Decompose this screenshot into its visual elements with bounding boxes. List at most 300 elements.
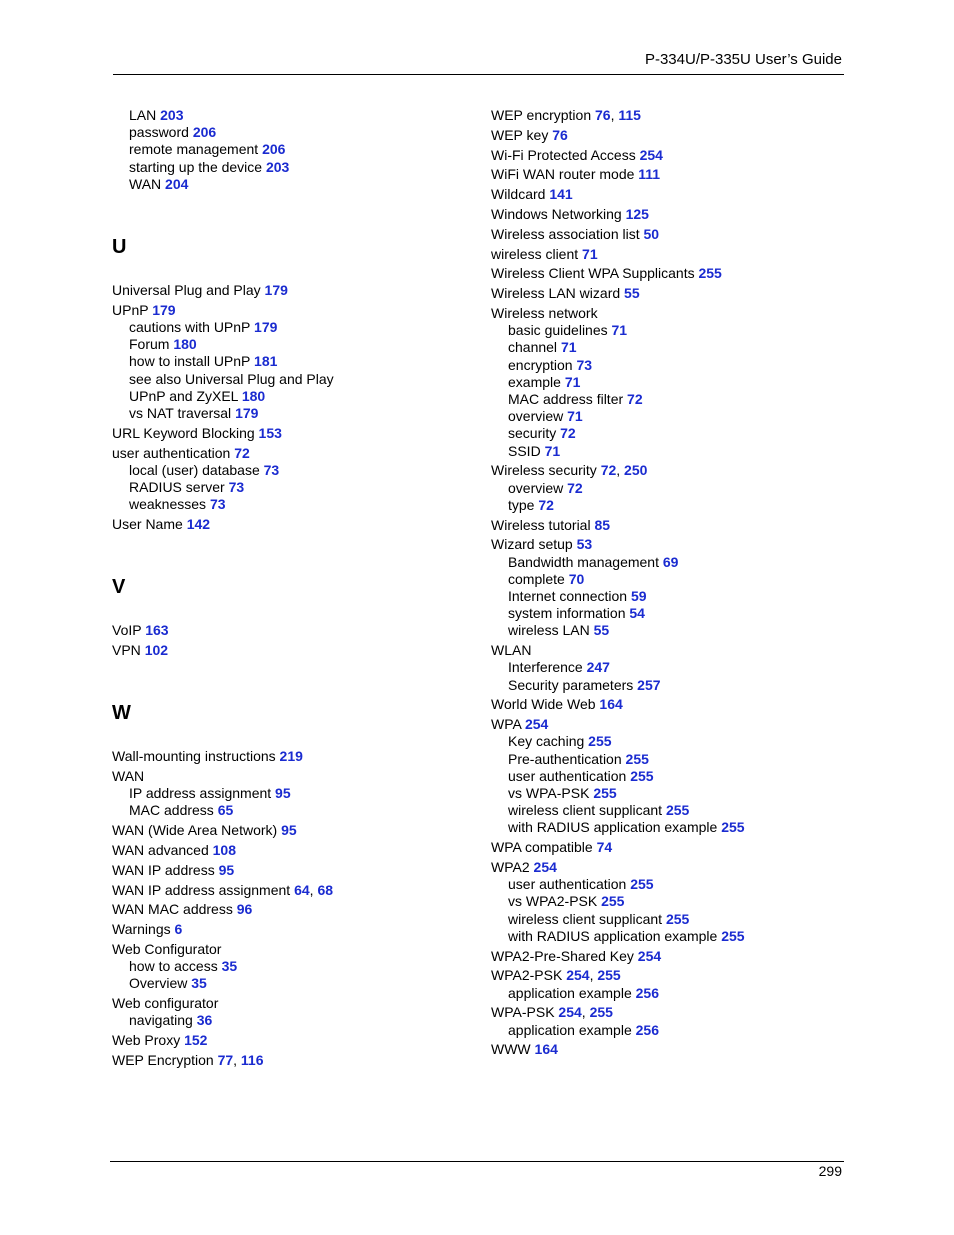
index-subentry xyxy=(491,751,851,768)
index-subentry xyxy=(491,985,851,1002)
page-link[interactable]: 152 xyxy=(184,1032,208,1049)
index-entry xyxy=(112,822,472,839)
index-subentry xyxy=(112,462,472,479)
page-link[interactable]: 71 xyxy=(560,339,577,356)
index-subentry xyxy=(491,785,851,802)
page-link[interactable]: 181 xyxy=(254,353,278,370)
page-link[interactable]: 53 xyxy=(576,536,593,553)
index-term: WPA-PSK xyxy=(491,1004,555,1021)
index-term: vs WPA-PSK xyxy=(508,785,590,802)
page-link[interactable]: 255 xyxy=(625,750,649,767)
index-term: Universal Plug and Play xyxy=(112,282,261,299)
index-subentry xyxy=(491,1022,851,1039)
index-entry xyxy=(112,901,472,918)
index-subentry xyxy=(112,496,472,513)
index-subentry xyxy=(491,357,851,374)
index-entry xyxy=(112,941,472,958)
index-term: with RADIUS application example xyxy=(508,819,718,836)
index-term: MAC address filter xyxy=(508,390,624,407)
page-link[interactable]: 255 xyxy=(597,967,621,984)
page-link[interactable]: 6 xyxy=(174,921,183,938)
page-link[interactable]: 108 xyxy=(212,842,236,859)
index-group xyxy=(112,425,472,442)
index-term: WPA xyxy=(491,716,522,733)
index-term: with RADIUS application example xyxy=(508,927,718,944)
index-group xyxy=(112,107,472,193)
index-term: Warnings xyxy=(112,921,171,938)
index-entry xyxy=(491,1041,851,1058)
page-link[interactable]: 142 xyxy=(186,516,211,533)
index-term: example xyxy=(508,373,561,390)
index-term: UPnP and ZyXEL xyxy=(129,387,238,404)
index-entry xyxy=(491,517,851,534)
index-group xyxy=(491,839,851,856)
index-term: Interference xyxy=(508,659,583,676)
index-term: Wi-Fi Protected Access xyxy=(491,146,636,163)
index-term: vs NAT traversal xyxy=(129,405,232,422)
index-entry xyxy=(491,285,851,302)
index-column-left xyxy=(112,107,472,1072)
page-link[interactable]: 68 xyxy=(317,881,334,898)
index-term: wireless client supplicant xyxy=(508,802,663,819)
header-rule xyxy=(113,74,844,75)
page-link[interactable]: 73 xyxy=(263,461,280,478)
index-group xyxy=(491,859,851,945)
index-subentry xyxy=(491,819,851,836)
index-term: Wireless LAN wizard xyxy=(491,285,621,302)
page-link[interactable]: 206 xyxy=(262,141,286,158)
index-term: Bandwidth management xyxy=(508,553,659,570)
index-group xyxy=(491,226,851,243)
index-term: WPA2 xyxy=(491,859,530,876)
index-term: LAN xyxy=(129,107,157,123)
index-subentry xyxy=(491,622,851,639)
index-subentry xyxy=(491,443,851,460)
index-term: User Name xyxy=(112,516,183,533)
index-subentry xyxy=(112,124,472,141)
index-subentry xyxy=(491,768,851,785)
header-title: P-334U/P-335U User’s Guide xyxy=(644,51,842,68)
index-subentry xyxy=(491,588,851,605)
page-link[interactable]: 254 xyxy=(524,716,549,733)
page-link[interactable]: 180 xyxy=(241,387,266,404)
index-group xyxy=(491,696,851,713)
index-term: UPnP xyxy=(112,301,149,318)
page-link[interactable]: 164 xyxy=(534,1041,558,1058)
page-link[interactable]: 71 xyxy=(544,442,561,459)
page-link[interactable]: 255 xyxy=(589,1004,613,1021)
page-link[interactable]: 50 xyxy=(643,225,660,242)
index-subentry xyxy=(491,605,851,622)
page-link[interactable]: 255 xyxy=(721,819,745,836)
index-subentry xyxy=(491,339,851,356)
page-link[interactable]: 255 xyxy=(721,927,745,944)
page-link[interactable]: 125 xyxy=(625,205,649,222)
index-group xyxy=(112,822,472,839)
index-group xyxy=(112,1032,472,1049)
page-link[interactable]: 256 xyxy=(635,984,659,1001)
page-link[interactable]: 179 xyxy=(152,301,176,318)
index-group xyxy=(491,305,851,460)
page-link[interactable]: 95 xyxy=(275,785,291,802)
page-link[interactable]: 247 xyxy=(586,659,610,676)
page-link[interactable]: 153 xyxy=(258,424,282,441)
index-group xyxy=(491,1041,851,1058)
page-link[interactable]: 204 xyxy=(165,175,189,192)
page-link[interactable]: 254 xyxy=(637,947,662,964)
index-entry xyxy=(112,302,472,319)
index-entry xyxy=(112,995,472,1012)
index-group xyxy=(112,768,472,820)
index-subentry xyxy=(491,893,851,910)
index-term: how to install UPnP xyxy=(129,353,251,370)
index-term: user authentication xyxy=(508,767,627,784)
page-link[interactable]: 255 xyxy=(630,767,654,784)
index-term: RADIUS server xyxy=(129,479,225,496)
page-link[interactable]: 72 xyxy=(567,479,583,496)
index-term: WAN xyxy=(112,768,145,785)
index-term: WAN xyxy=(129,175,162,192)
index-subentry xyxy=(112,975,472,992)
page-link[interactable]: 71 xyxy=(567,408,583,425)
index-term: WAN IP address assignment xyxy=(112,881,291,898)
page-link[interactable]: 111 xyxy=(638,166,661,183)
index-term: starting up the device xyxy=(129,158,263,175)
index-subentry xyxy=(491,876,851,893)
page-link[interactable]: 203 xyxy=(265,158,290,175)
index-term: overview xyxy=(508,408,564,425)
index-term: cautions with UPnP xyxy=(129,319,251,336)
page-link[interactable]: 71 xyxy=(582,245,598,262)
index-entry xyxy=(112,768,472,785)
index-subentry xyxy=(112,107,472,124)
index-subentry xyxy=(112,802,472,819)
page-link[interactable]: 73 xyxy=(576,356,593,373)
index-group xyxy=(112,921,472,938)
index-term: remote management xyxy=(129,141,259,158)
index-subentry xyxy=(112,388,472,405)
page-link[interactable]: 55 xyxy=(624,285,640,302)
page-link[interactable]: 255 xyxy=(588,733,612,750)
index-term: overview xyxy=(508,479,564,496)
index-group xyxy=(491,285,851,302)
page-link[interactable]: 72 xyxy=(600,462,617,479)
index-subentry xyxy=(491,677,851,694)
page-link[interactable]: 116 xyxy=(240,1052,264,1069)
page-link[interactable]: 96 xyxy=(236,901,253,918)
page-link[interactable]: 59 xyxy=(630,588,647,604)
index-group xyxy=(491,127,851,144)
index-entry xyxy=(491,642,851,659)
index-term: Wireless association list xyxy=(491,225,640,242)
page-link[interactable]: 76 xyxy=(552,126,568,143)
page-link[interactable]: 76 xyxy=(595,107,611,123)
index-term: channel xyxy=(508,339,558,356)
index-subentry xyxy=(491,374,851,391)
index-group xyxy=(112,302,472,422)
page-link[interactable]: 179 xyxy=(254,319,278,336)
index-entry xyxy=(491,206,851,223)
index-entry xyxy=(112,842,472,859)
index-subentry xyxy=(491,480,851,497)
page-link[interactable]: 64 xyxy=(294,881,310,898)
index-group xyxy=(491,265,851,282)
index-group xyxy=(491,166,851,183)
index-entry xyxy=(491,186,851,203)
page-link[interactable]: 85 xyxy=(594,516,611,533)
index-group xyxy=(112,842,472,859)
page-link[interactable]: 72 xyxy=(234,444,250,461)
page-link[interactable]: 164 xyxy=(599,696,623,713)
index-entry xyxy=(112,445,472,462)
index-entry xyxy=(491,265,851,282)
index-column-right xyxy=(491,107,851,1061)
index-term: Wireless tutorial xyxy=(491,516,591,533)
page-link[interactable]: 254 xyxy=(533,859,557,876)
index-term: VoIP xyxy=(112,622,142,639)
index-group xyxy=(112,1052,472,1069)
index-group xyxy=(491,462,851,514)
page-link[interactable]: 163 xyxy=(145,622,169,639)
index-term: IP address assignment xyxy=(129,785,272,802)
index-term: WAN advanced xyxy=(112,842,209,859)
page-link[interactable]: 256 xyxy=(635,1021,659,1038)
index-subentry xyxy=(491,659,851,676)
page-link[interactable]: 72 xyxy=(627,390,643,407)
index-entry xyxy=(112,642,472,659)
index-term: Wall-mounting instructions xyxy=(112,748,276,765)
index-group xyxy=(112,516,472,533)
page-link[interactable]: 102 xyxy=(144,642,169,659)
page-link[interactable]: 179 xyxy=(264,282,288,299)
index-group xyxy=(491,107,851,124)
index-term: WEP Encryption xyxy=(112,1052,214,1069)
index-subentry xyxy=(491,802,851,819)
index-term: wireless client supplicant xyxy=(508,910,663,927)
index-term: WEP encryption xyxy=(491,107,592,123)
index-entry xyxy=(491,696,851,713)
index-subentry xyxy=(112,176,472,193)
index-term: password xyxy=(129,124,189,141)
index-term: type xyxy=(508,496,535,513)
page-link[interactable]: 255 xyxy=(698,265,722,282)
index-term: wireless LAN xyxy=(508,622,590,639)
page-link[interactable]: 36 xyxy=(196,1012,213,1029)
index-subentry xyxy=(112,141,472,158)
index-subentry xyxy=(491,408,851,425)
page-link[interactable]: 255 xyxy=(630,876,654,893)
page-link[interactable]: 55 xyxy=(593,622,610,639)
index-entry xyxy=(112,516,472,533)
index-term: security xyxy=(508,425,557,442)
index-subentry xyxy=(112,785,472,802)
page-link[interactable]: 73 xyxy=(209,496,226,513)
index-entry xyxy=(491,127,851,144)
page-link[interactable]: 141 xyxy=(549,186,573,203)
index-entry xyxy=(112,1032,472,1049)
index-term: SSID xyxy=(508,442,541,459)
index-group xyxy=(491,967,851,1001)
index-term: wireless client xyxy=(491,245,579,262)
page-link[interactable]: 254 xyxy=(558,1004,582,1021)
index-term: WAN MAC address xyxy=(112,901,233,918)
index-group xyxy=(491,186,851,203)
page-link[interactable]: 70 xyxy=(568,570,585,587)
index-entry: WAN IP address assignment 64, 68 xyxy=(112,881,334,898)
index-entry xyxy=(491,859,851,876)
page-link[interactable]: 54 xyxy=(629,605,645,622)
index-term: navigating xyxy=(129,1012,193,1029)
index-term: Web Proxy xyxy=(112,1032,181,1049)
index-term: local (user) database xyxy=(129,461,260,478)
index-entry: WEP Encryption 77, 116 xyxy=(112,1052,264,1069)
index-group xyxy=(491,206,851,223)
page-link[interactable]: 255 xyxy=(601,893,625,910)
index-entry xyxy=(112,748,472,765)
page-link[interactable]: 115 xyxy=(618,107,641,123)
index-term: weaknesses xyxy=(129,496,207,513)
index-term: Web Configurator xyxy=(112,941,222,958)
index-term: complete xyxy=(508,570,565,587)
index-term: World Wide Web xyxy=(491,696,596,713)
index-entry xyxy=(112,622,472,639)
index-term: vs WPA2-PSK xyxy=(508,893,598,910)
index-term: MAC address xyxy=(129,802,214,819)
index-term: basic guidelines xyxy=(508,322,608,339)
index-entry xyxy=(491,246,851,263)
page-link[interactable]: 255 xyxy=(593,785,617,802)
index-term: WLAN xyxy=(491,642,532,659)
index-entry xyxy=(491,839,851,856)
index-term: encryption xyxy=(508,356,573,373)
index-group xyxy=(491,1004,851,1038)
index-subentry xyxy=(491,911,851,928)
footer-rule xyxy=(110,1161,844,1162)
index-term: Overview xyxy=(129,975,188,992)
index-entry xyxy=(112,282,472,299)
page-link[interactable]: 73 xyxy=(228,479,245,496)
page-link[interactable]: 180 xyxy=(173,336,197,353)
index-term: WEP key xyxy=(491,126,549,143)
index-subentry xyxy=(112,958,472,975)
index-letter-heading: V xyxy=(112,576,126,599)
index-term: Wireless security xyxy=(491,462,597,479)
index-term: Key caching xyxy=(508,733,585,750)
index-term: WWW xyxy=(491,1041,531,1058)
index-term: Pre-authentication xyxy=(508,750,622,767)
index-entry xyxy=(491,716,851,733)
page-link[interactable]: 206 xyxy=(192,124,217,141)
index-subentry xyxy=(491,425,851,442)
index-term: Wireless Client WPA Supplicants xyxy=(491,265,695,282)
page-link[interactable]: 77 xyxy=(217,1052,234,1069)
page-link[interactable]: 74 xyxy=(596,839,613,856)
page-link[interactable]: 219 xyxy=(279,748,303,765)
page-link[interactable]: 179 xyxy=(235,405,259,422)
index-entry: WEP encryption 76, 115 xyxy=(491,107,641,123)
index-term: Wizard setup xyxy=(491,536,573,553)
index-entry xyxy=(112,425,472,442)
index-entry xyxy=(491,166,851,183)
page-link[interactable]: 250 xyxy=(624,462,648,479)
index-group xyxy=(112,862,472,879)
index-group xyxy=(491,147,851,164)
page-link[interactable]: 71 xyxy=(564,373,581,390)
index-subentry xyxy=(491,928,851,945)
index-term: Windows Networking xyxy=(491,205,622,222)
index-subentry xyxy=(491,571,851,588)
page-link[interactable]: 203 xyxy=(160,107,184,123)
index-group xyxy=(491,536,851,639)
index-entry: Wireless security 72, 250 xyxy=(491,462,648,479)
index-term: WiFi WAN router mode xyxy=(491,166,635,183)
index-group xyxy=(491,246,851,263)
page-link[interactable]: 254 xyxy=(639,146,663,163)
index-term: how to access xyxy=(129,958,218,975)
index-term: user authentication xyxy=(508,876,627,893)
page-link[interactable]: 72 xyxy=(538,496,554,513)
index-term: Web configurator xyxy=(112,995,219,1012)
index-group xyxy=(491,948,851,965)
index-entry xyxy=(491,226,851,243)
index-subentry xyxy=(112,336,472,353)
page-link[interactable]: 255 xyxy=(665,802,690,819)
index-entry xyxy=(491,536,851,553)
index-subentry xyxy=(491,554,851,571)
page-link[interactable]: 35 xyxy=(221,958,238,975)
index-letter-heading: W xyxy=(112,702,131,725)
page-number: 299 xyxy=(818,1163,842,1179)
page-link[interactable]: 95 xyxy=(281,822,297,839)
index-group xyxy=(112,445,472,514)
index-term: application example xyxy=(508,984,632,1001)
index-group xyxy=(491,716,851,836)
index-entry xyxy=(491,305,851,322)
index-group xyxy=(112,282,472,299)
page-link[interactable]: 72 xyxy=(560,425,576,442)
index-group xyxy=(112,941,472,993)
index-group xyxy=(112,748,472,765)
index-entry: WPA-PSK 254, 255 xyxy=(491,1004,613,1021)
index-term: application example xyxy=(508,1021,632,1038)
index-group xyxy=(491,642,851,694)
index-term: URL Keyword Blocking xyxy=(112,424,255,441)
index-subentry xyxy=(112,371,472,388)
index-group xyxy=(112,642,472,659)
index-group xyxy=(112,622,472,639)
page-link[interactable]: 65 xyxy=(217,802,234,819)
index-subentry xyxy=(112,319,472,336)
page-link[interactable]: 254 xyxy=(566,967,590,984)
index-term: WAN (Wide Area Network) xyxy=(112,822,278,839)
index-entry: WPA2-PSK 254, 255 xyxy=(491,967,621,984)
index-term: see also Universal Plug and Play xyxy=(129,370,334,387)
page-link[interactable]: 257 xyxy=(637,676,661,693)
index-subentry xyxy=(491,497,851,514)
index-term: WAN IP address xyxy=(112,861,215,878)
page-link[interactable]: 71 xyxy=(611,322,628,339)
page-link[interactable]: 255 xyxy=(665,910,690,927)
index-subentry xyxy=(112,353,472,370)
index-entry xyxy=(112,862,472,879)
page-link[interactable]: 95 xyxy=(218,861,235,878)
page-link[interactable]: 35 xyxy=(191,975,207,992)
index-subentry xyxy=(112,405,472,422)
index-term: user authentication xyxy=(112,444,231,461)
index-subentry xyxy=(491,391,851,408)
page-link[interactable]: 69 xyxy=(662,553,679,570)
index-term: Wireless network xyxy=(491,304,598,321)
